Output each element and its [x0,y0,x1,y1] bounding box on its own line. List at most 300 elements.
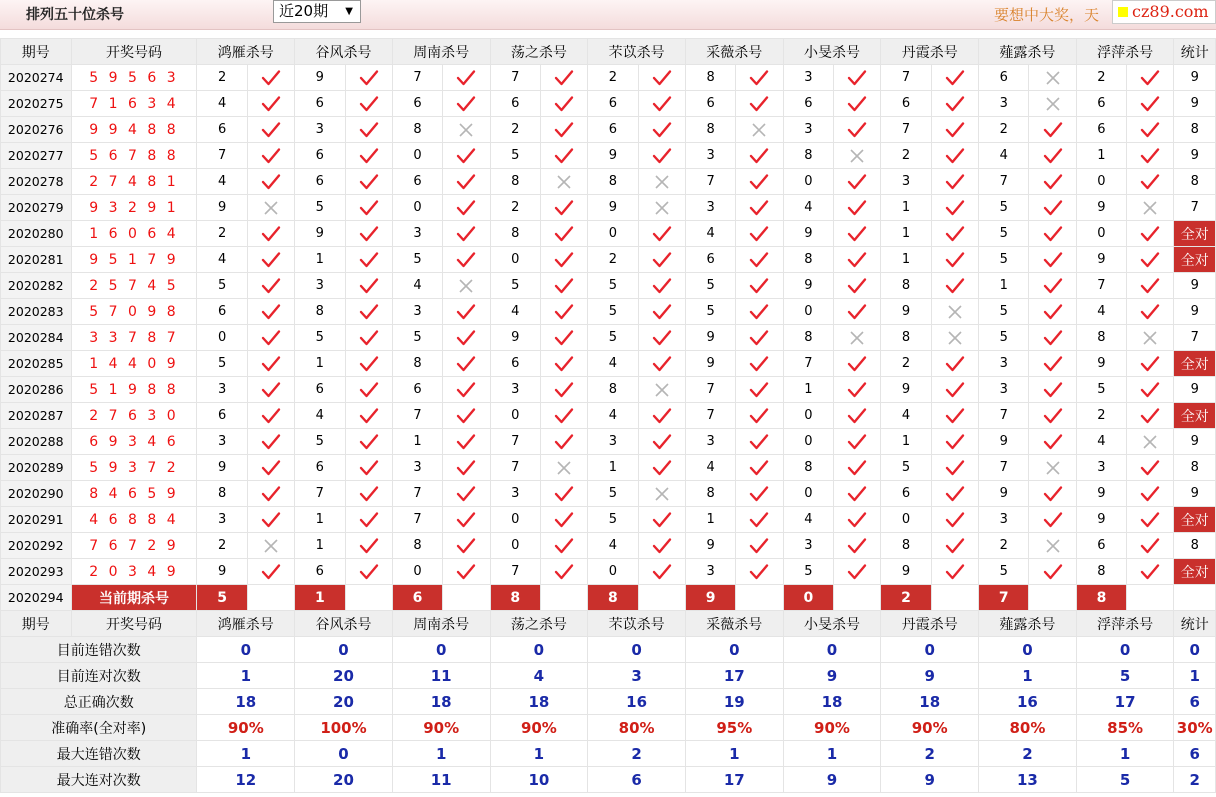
kill-number-cell: 4 [197,169,247,195]
check-icon [736,559,783,585]
kill-number-cell: 6 [783,91,833,117]
check-icon [1127,351,1174,377]
summary-row [1,663,1216,689]
check-icon [345,429,392,455]
empty-cell [540,585,587,611]
current-period-row [1,585,1216,611]
kill-number-cell: 6 [685,91,735,117]
stat-cell: 全对 [1174,221,1216,247]
kill-number-cell: 5 [685,299,735,325]
check-icon [1127,91,1174,117]
period-select[interactable] [273,0,361,23]
check-icon [540,65,587,91]
kill-number-cell: 9 [197,559,247,585]
kill-number-cell: 6 [197,403,247,429]
check-icon [638,143,685,169]
check-icon [1127,247,1174,273]
cross-icon [638,377,685,403]
check-icon [931,507,978,533]
check-icon [638,91,685,117]
period-cell: 2020282 [1,273,72,299]
kill-number-cell: 6 [588,91,638,117]
check-icon [736,143,783,169]
summary-value: 95% [685,715,783,741]
check-icon [931,65,978,91]
check-icon [736,351,783,377]
draw-number-cell: 2 0 3 4 9 [71,559,197,585]
check-icon [443,403,490,429]
stat-cell: 9 [1174,91,1216,117]
kill-number-cell: 7 [685,403,735,429]
check-icon [834,403,881,429]
check-icon [443,533,490,559]
stat-cell: 7 [1174,325,1216,351]
stat-cell: 全对 [1174,559,1216,585]
kill-number-cell: 8 [881,533,931,559]
summary-value: 0 [685,637,783,663]
check-icon [638,325,685,351]
kill-number-cell: 1 [295,507,345,533]
summary-label: 总正确次数 [1,689,197,715]
summary-stat: 30% [1174,715,1216,741]
empty-cell [247,585,294,611]
summary-value: 90% [197,715,295,741]
kill-number-cell: 6 [588,117,638,143]
empty-cell [443,585,490,611]
draw-number-cell: 1 4 4 0 9 [71,351,197,377]
cross-icon [736,117,783,143]
column-header-expert: 浮萍杀号 [1076,611,1174,637]
check-icon [247,403,294,429]
check-icon [1127,455,1174,481]
summary-value: 13 [979,767,1077,793]
kill-number-cell: 4 [588,403,638,429]
summary-value: 5 [1076,767,1174,793]
kill-number-cell: 5 [490,143,540,169]
check-icon [834,299,881,325]
summary-value: 0 [1076,637,1174,663]
period-cell: 2020292 [1,533,72,559]
check-icon [834,221,881,247]
column-header-expert: 谷风杀号 [295,611,393,637]
kill-number-cell: 9 [588,143,638,169]
kill-number-cell: 2 [197,533,247,559]
check-icon [345,195,392,221]
stat-cell: 8 [1174,117,1216,143]
summary-value: 0 [197,637,295,663]
empty-cell [931,585,978,611]
kill-number-cell: 6 [295,377,345,403]
kill-number-cell: 3 [979,377,1029,403]
kill-number-cell: 4 [685,455,735,481]
summary-label: 最大连错次数 [1,741,197,767]
kill-number-cell: 6 [392,91,442,117]
check-icon [736,195,783,221]
column-header-period: 期号 [1,39,72,65]
check-icon [247,247,294,273]
cross-icon [247,533,294,559]
check-icon [834,65,881,91]
kill-number-cell: 2 [490,195,540,221]
check-icon [834,273,881,299]
check-icon [1029,351,1076,377]
kill-number-cell: 8 [588,169,638,195]
check-icon [540,481,587,507]
period-cell: 2020277 [1,143,72,169]
check-icon [540,221,587,247]
kill-number-cell: 0 [490,403,540,429]
kill-number-cell: 0 [1076,169,1126,195]
summary-label: 目前连错次数 [1,637,197,663]
check-icon [443,143,490,169]
kill-number-cell: 7 [783,351,833,377]
check-icon [247,481,294,507]
check-icon [247,325,294,351]
logo-square-icon [1118,7,1128,17]
kill-number-cell: 8 [783,325,833,351]
column-header-expert: 荡之杀号 [490,39,588,65]
kill-number-cell: 9 [1076,481,1126,507]
kill-number-cell: 1 [685,507,735,533]
check-icon [345,221,392,247]
check-icon [540,429,587,455]
kill-number-cell: 3 [783,533,833,559]
check-icon [1127,299,1174,325]
kill-number-cell: 0 [588,221,638,247]
kill-number-cell: 4 [783,507,833,533]
kill-number-cell: 7 [1076,273,1126,299]
check-icon [1029,559,1076,585]
current-kill-number: 8 [1076,585,1126,611]
kill-number-cell: 9 [588,195,638,221]
check-icon [736,299,783,325]
kill-number-cell: 3 [783,65,833,91]
check-icon [247,221,294,247]
period-cell: 2020290 [1,481,72,507]
table-row [1,91,1216,117]
summary-value: 11 [392,767,490,793]
summary-value: 90% [881,715,979,741]
kill-number-cell: 6 [197,117,247,143]
table-row [1,299,1216,325]
column-header-expert: 芣苡杀号 [588,39,686,65]
kill-number-cell: 7 [295,481,345,507]
check-icon [345,559,392,585]
kill-number-cell: 5 [1076,377,1126,403]
kill-number-cell: 3 [490,481,540,507]
summary-value: 3 [588,663,686,689]
kill-number-cell: 3 [197,507,247,533]
cross-icon [443,273,490,299]
kill-number-cell: 5 [588,507,638,533]
kill-number-cell: 4 [490,299,540,325]
kill-number-cell: 3 [392,455,442,481]
kill-number-cell: 9 [783,221,833,247]
column-header-expert: 丹霞杀号 [881,39,979,65]
summary-value: 0 [490,637,588,663]
summary-value: 19 [685,689,783,715]
check-icon [1029,481,1076,507]
kill-number-cell: 7 [392,403,442,429]
summary-value: 0 [392,637,490,663]
kill-number-cell: 6 [1076,533,1126,559]
check-icon [1127,559,1174,585]
empty-cell [1127,585,1174,611]
check-icon [1029,507,1076,533]
check-icon [931,169,978,195]
period-select-value: 近20期 [279,2,329,20]
stat-cell: 9 [1174,273,1216,299]
check-icon [247,91,294,117]
cross-icon [834,325,881,351]
kill-number-cell: 3 [979,507,1029,533]
kill-number-cell: 0 [1076,221,1126,247]
check-icon [638,533,685,559]
column-header-stat: 统计 [1174,39,1216,65]
check-icon [736,481,783,507]
period-cell: 2020274 [1,65,72,91]
check-icon [638,273,685,299]
kill-number-cell: 6 [392,169,442,195]
kill-number-cell: 6 [197,299,247,325]
check-icon [931,403,978,429]
kill-number-cell: 6 [1076,117,1126,143]
summary-stat: 1 [1174,663,1216,689]
kill-number-cell: 3 [295,117,345,143]
kill-number-cell: 3 [979,91,1029,117]
check-icon [540,377,587,403]
check-icon [931,533,978,559]
stat-cell: 9 [1174,299,1216,325]
summary-value: 100% [295,715,393,741]
check-icon [443,507,490,533]
kill-number-cell: 7 [979,403,1029,429]
check-icon [1127,507,1174,533]
check-icon [931,273,978,299]
check-icon [345,247,392,273]
kill-number-cell: 7 [392,507,442,533]
period-cell: 2020285 [1,351,72,377]
kill-number-cell: 1 [881,221,931,247]
kill-number-cell: 3 [295,273,345,299]
check-icon [247,273,294,299]
check-icon [834,117,881,143]
table-row [1,559,1216,585]
check-icon [540,195,587,221]
cross-icon [1029,91,1076,117]
check-icon [931,195,978,221]
kill-number-cell: 8 [588,377,638,403]
summary-value: 9 [881,767,979,793]
kill-number-cell: 3 [392,221,442,247]
summary-value: 20 [295,663,393,689]
empty-cell [736,585,783,611]
check-icon [834,533,881,559]
summary-value: 17 [1076,689,1174,715]
kill-number-cell: 9 [881,559,931,585]
column-header-expert: 谷风杀号 [295,39,393,65]
column-header-expert: 鸿雁杀号 [197,39,295,65]
site-logo[interactable] [1112,0,1216,24]
kill-number-cell: 6 [295,169,345,195]
period-cell: 2020279 [1,195,72,221]
page-title: 排列五十位杀号 [26,7,124,23]
check-icon [931,429,978,455]
kill-number-cell: 3 [392,299,442,325]
kill-number-cell: 2 [1076,65,1126,91]
check-icon [345,507,392,533]
draw-number-cell: 2 5 7 4 5 [71,273,197,299]
period-cell: 2020294 [1,585,72,611]
stat-cell: 9 [1174,481,1216,507]
table-row [1,351,1216,377]
summary-value: 20 [295,767,393,793]
cross-icon [540,455,587,481]
check-icon [540,143,587,169]
summary-row [1,689,1216,715]
cross-icon [1127,325,1174,351]
current-kill-number: 8 [588,585,638,611]
summary-row [1,637,1216,663]
stat-cell: 8 [1174,455,1216,481]
check-icon [540,273,587,299]
check-icon [931,377,978,403]
kill-number-cell: 5 [588,299,638,325]
kill-number-cell: 8 [197,481,247,507]
check-icon [1029,377,1076,403]
kill-number-cell: 3 [685,429,735,455]
draw-number-cell: 2 7 6 3 0 [71,403,197,429]
kill-number-cell: 8 [392,351,442,377]
kill-number-cell: 3 [197,429,247,455]
check-icon [1127,65,1174,91]
period-cell: 2020291 [1,507,72,533]
kill-number-cell: 2 [197,221,247,247]
check-icon [638,299,685,325]
kill-number-cell: 5 [588,273,638,299]
stat-cell: 9 [1174,65,1216,91]
column-header-expert: 薤露杀号 [979,611,1077,637]
check-icon [834,351,881,377]
stat-cell: 全对 [1174,403,1216,429]
kill-number-cell: 3 [490,377,540,403]
kill-number-cell: 8 [881,273,931,299]
check-icon [736,221,783,247]
kill-number-cell: 9 [979,429,1029,455]
cross-icon [1127,429,1174,455]
table-row [1,429,1216,455]
summary-value: 1 [490,741,588,767]
table-row [1,65,1216,91]
kill-number-cell: 9 [197,195,247,221]
cross-icon [1029,455,1076,481]
summary-stat: 6 [1174,689,1216,715]
kill-number-cell: 5 [979,195,1029,221]
summary-value: 1 [979,663,1077,689]
check-icon [638,403,685,429]
kill-number-cell: 5 [588,325,638,351]
kill-number-cell: 6 [979,65,1029,91]
check-icon [736,533,783,559]
check-icon [1127,377,1174,403]
kill-number-cell: 2 [588,247,638,273]
check-icon [443,351,490,377]
period-cell: 2020284 [1,325,72,351]
cross-icon [1127,195,1174,221]
summary-value: 9 [783,767,881,793]
check-icon [638,351,685,377]
kill-number-cell: 4 [979,143,1029,169]
kill-number-cell: 2 [881,143,931,169]
stat-cell: 9 [1174,143,1216,169]
column-header-expert: 浮萍杀号 [1076,39,1174,65]
period-cell: 2020280 [1,221,72,247]
check-icon [1127,221,1174,247]
check-icon [931,117,978,143]
check-icon [345,143,392,169]
kill-number-cell: 4 [1076,429,1126,455]
kill-number-cell: 8 [783,143,833,169]
period-cell: 2020276 [1,117,72,143]
check-icon [1029,117,1076,143]
check-icon [1127,533,1174,559]
check-icon [540,117,587,143]
summary-stat: 0 [1174,637,1216,663]
kill-number-cell: 1 [392,429,442,455]
check-icon [931,221,978,247]
kill-number-cell: 0 [783,169,833,195]
check-icon [443,559,490,585]
kill-number-cell: 1 [881,195,931,221]
summary-label: 准确率(全对率) [1,715,197,741]
kill-number-cell: 8 [881,325,931,351]
table-row [1,221,1216,247]
draw-number-cell: 6 9 3 4 6 [71,429,197,455]
cross-icon [247,195,294,221]
kill-number-cell: 7 [490,559,540,585]
check-icon [834,481,881,507]
check-icon [1127,481,1174,507]
check-icon [736,247,783,273]
kill-number-cell: 3 [685,195,735,221]
summary-value: 1 [685,741,783,767]
check-icon [247,169,294,195]
column-header-expert: 周南杀号 [392,39,490,65]
kill-number-cell: 8 [783,455,833,481]
check-icon [931,143,978,169]
kill-number-cell: 6 [490,351,540,377]
kill-number-cell: 6 [295,143,345,169]
period-cell: 2020293 [1,559,72,585]
kill-number-cell: 7 [392,481,442,507]
period-cell: 2020278 [1,169,72,195]
kill-number-cell: 3 [979,351,1029,377]
summary-value: 85% [1076,715,1174,741]
check-icon [638,507,685,533]
summary-value: 90% [783,715,881,741]
draw-number-cell: 7 1 6 3 4 [71,91,197,117]
kill-number-cell: 7 [685,169,735,195]
summary-value: 10 [490,767,588,793]
draw-number-cell: 3 3 7 8 7 [71,325,197,351]
cross-icon [638,481,685,507]
kill-number-cell: 4 [588,351,638,377]
kill-number-cell: 3 [685,143,735,169]
kill-number-cell: 5 [295,429,345,455]
check-icon [443,169,490,195]
kill-number-cell: 9 [881,299,931,325]
check-icon [638,221,685,247]
